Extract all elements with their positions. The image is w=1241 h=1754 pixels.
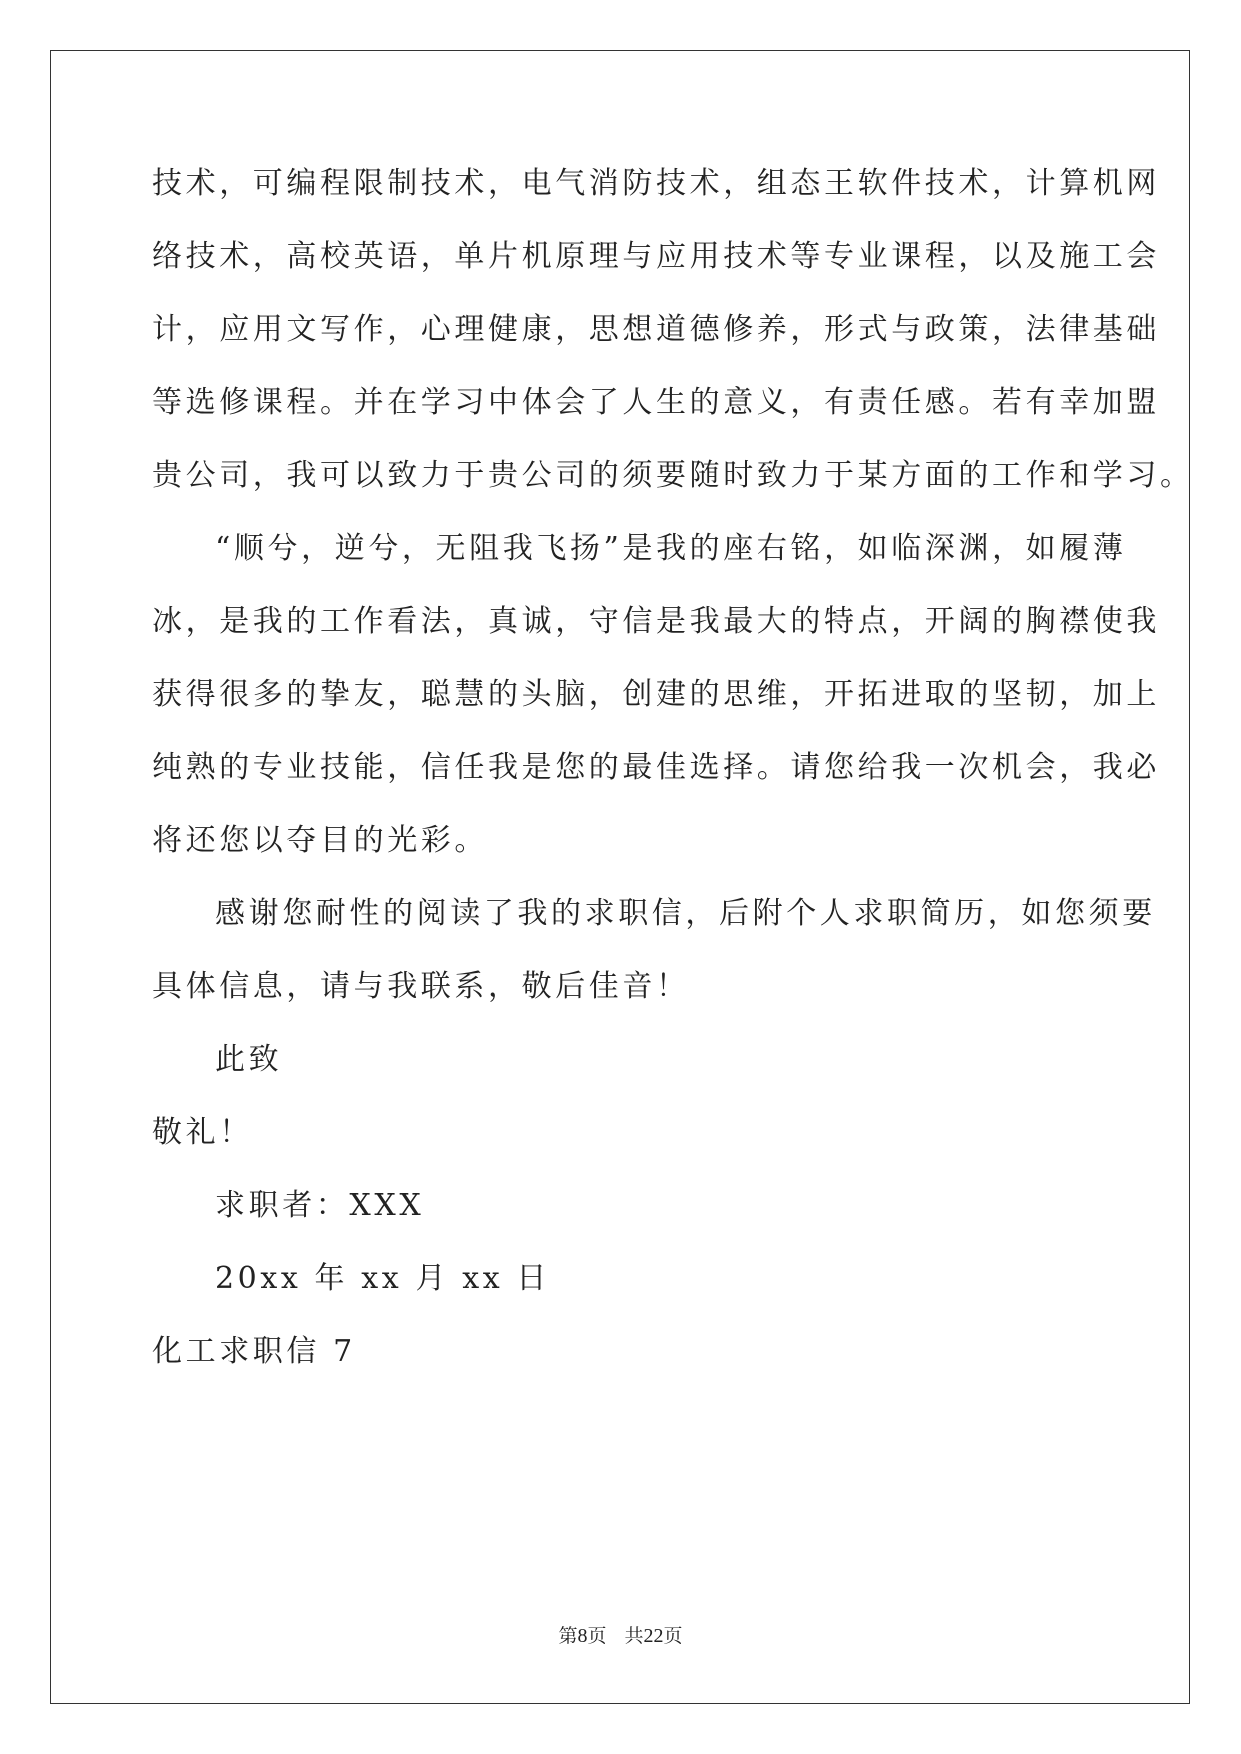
page-border [50, 50, 1190, 1704]
body-line-5: 贵公司，我可以致力于贵公司的须要随时致力于某方面的工作和学习。 [152, 458, 1194, 493]
salutation-line: 此致 [215, 1042, 283, 1077]
section-heading: 化工求职信 7 [152, 1334, 356, 1369]
body-line-10: 将还您以夺目的光彩。 [152, 823, 488, 858]
total-label-suffix: 页 [663, 1625, 683, 1647]
page-label-prefix: 第 [558, 1625, 578, 1647]
total-pages: 22 [643, 1625, 664, 1647]
page-label-suffix: 页 [587, 1625, 607, 1647]
body-line-3: 计，应用文写作，心理健康，思想道德修养，形式与政策，法律基础 [152, 312, 1160, 347]
body-line-11: 感谢您耐性的阅读了我的求职信，后附个人求职简历，如您须要 [215, 896, 1156, 931]
body-line-6: “顺兮，逆兮，无阻我飞扬”是我的座右铭，如临深渊，如履薄 [215, 531, 1127, 566]
body-line-12: 具体信息，请与我联系，敬后佳音！ [152, 969, 690, 1004]
date-line: 20xx 年 xx 月 xx 日 [215, 1261, 550, 1296]
body-line-2: 络技术，高校英语，单片机原理与应用技术等专业课程，以及施工会 [152, 239, 1160, 274]
body-line-9: 纯熟的专业技能，信任我是您的最佳选择。请您给我一次机会，我必 [152, 750, 1160, 785]
signature-line: 求职者：XXX [215, 1188, 425, 1223]
body-line-1: 技术，可编程限制技术，电气消防技术，组态王软件技术，计算机网 [152, 166, 1160, 201]
total-label-prefix: 共 [624, 1625, 644, 1647]
body-line-7: 冰，是我的工作看法，真诚，守信是我最大的特点，开阔的胸襟使我 [152, 604, 1160, 639]
body-line-4: 等选修课程。并在学习中体会了人生的意义，有责任感。若有幸加盟 [152, 385, 1160, 420]
closing-line: 敬礼！ [152, 1115, 253, 1150]
page-footer [0, 1624, 1241, 1648]
page-number: 8 [577, 1625, 588, 1647]
body-line-8: 获得很多的挚友，聪慧的头脑，创建的思维，开拓进取的坚韧，加上 [152, 677, 1160, 712]
